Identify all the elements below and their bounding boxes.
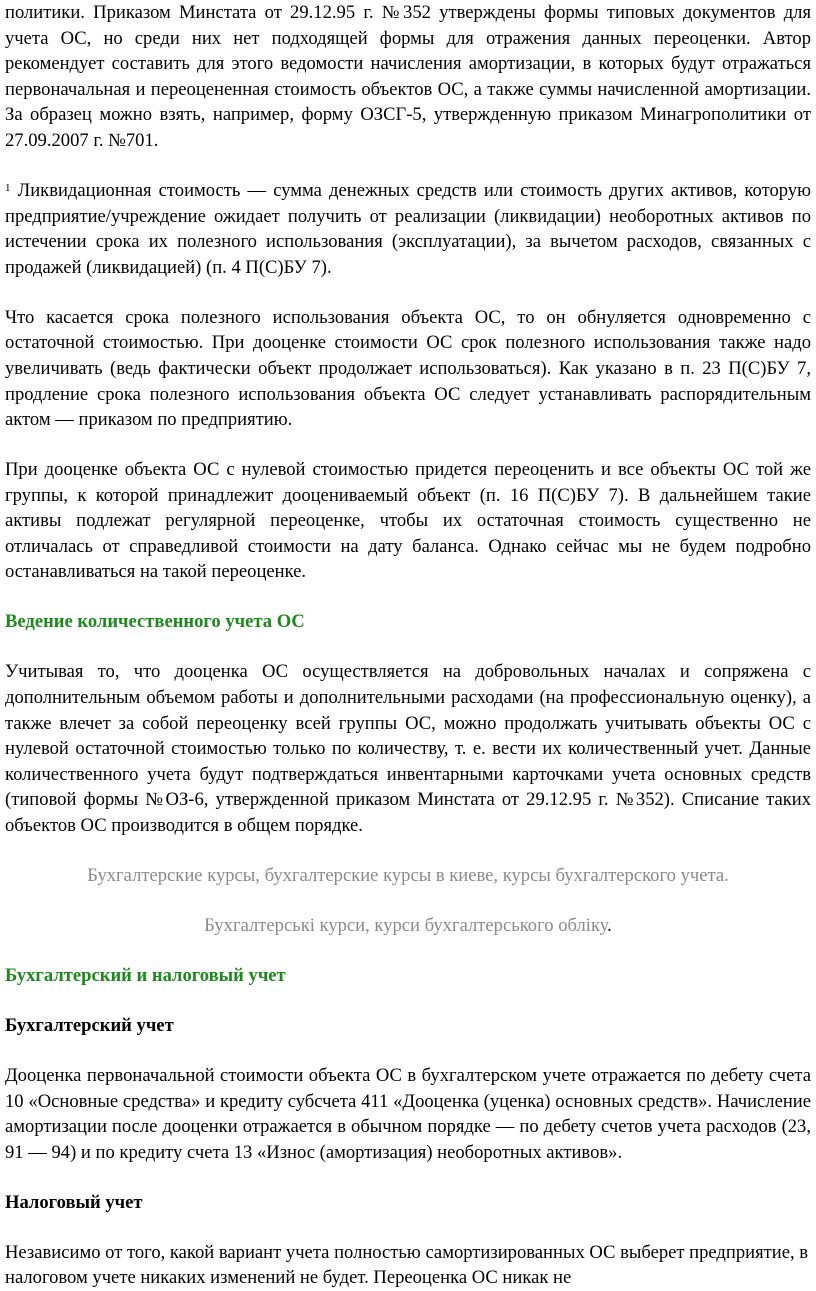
paragraph-useful-life: Что касается срока полезного использования объекта ОС, то он обнуляется одновременно с остаточной стоимостью. При дооценке стоимости ОС срок полезного использования также надо увеличивать (ведь фактически объект продолжает использоваться). Как указано в п. 23 П(С)БУ 7, продление срока полезного использования объекта ОС следует устанавливать распорядительным актом — приказом по предприятию. bbox=[5, 306, 811, 431]
paragraph-group-revaluation: При дооценке объекта ОС с нулевой стоимостью придется переоценить и все объекты ОС той же группы, к которой принадлежит дооцениваемый объект (п. 16 П(С)БУ 7). В дальнейшем такие активы подлежат регулярной переоценке, чтобы их остаточная стоимость существенно не отличалась от справедливой стоимости на дату баланса. Однако сейчас мы не будем подробно останавливаться на такой переоценке. bbox=[5, 459, 811, 583]
paragraph-tax: Независимо от того, какой вариант учета полностью самортизированных ОС выберет предприятие, в налоговом учете никаких изменений не будет. Переоценка ОС никак не bbox=[5, 1241, 809, 1289]
course-link-ru[interactable]: Бухгалтерские курсы, бухгалтерские курсы в киеве, курсы бухгалтерского учета. bbox=[87, 864, 729, 886]
course-link-ua-dot: . bbox=[607, 914, 612, 936]
course-link-ua[interactable]: Бухгалтерські курси, курси бухгалтерського обліку bbox=[204, 914, 608, 936]
heading-accounting-tax: Бухгалтерский и налоговый учет bbox=[5, 964, 286, 986]
heading-accounting: Бухгалтерский учет bbox=[5, 1014, 174, 1036]
footnote bbox=[5, 178, 811, 280]
footnote-text: Ликвидационная стоимость — сумма денежных средств или стоимость других активов, которую предприятие/учреждение ожидает получить от реализации (ликвидации) необоротных активов по истечении срока их полезного использования (эксплуатации), за вычетом расходов, связанных с продажей (ликвидацией) (п. 4 П(С)БУ 7). bbox=[5, 179, 811, 278]
footnote-mark: 1 bbox=[5, 181, 11, 194]
heading-quantitative-accounting: Ведение количественного учета ОС bbox=[5, 611, 305, 633]
paragraph-accounting: Дооценка первоначальной стоимости объекта ОС в бухгалтерском учете отражается по дебету счета 10 «Основные средства» и кредиту субсчета 411 «Дооценка (уценка) основных средств». Начисление амортизации после дооценки отражается в обычном порядке — по дебету счетов учета расходов (23, 91 — 94) и по кредиту счета 13 «Износ (амортизация) необоротных активов». bbox=[5, 1064, 811, 1163]
paragraph-intro: политики. Приказом Минстата от 29.12.95 г. №352 утверждены формы типовых документов для учета ОС, но среди них нет подходящей формы для отражения данных переоценки. Автор рекомендует составить для этого ведомости начисления амортизации, в которых будут отражаться первоначальная и переоцененная стоимость объектов ОС, а также суммы начисленной амортизации. За образец можно взять, например, форму ОЗСГ-5, утвержденную приказом Минагрополитики от 27.09.2007 г. №701. bbox=[5, 2, 811, 151]
course-link-ua-line bbox=[5, 913, 811, 939]
heading-tax: Налоговый учет bbox=[5, 1191, 143, 1213]
paragraph-quantitative: Учитывая то, что дооценка ОС осуществляется на добровольных началах и сопряжена с дополнительным объемом работы и дополнительными расходами (на профессиональную оценку), а также влечет за собой переоценку всей группы ОС, можно продолжать учитывать объекты ОС с нулевой остаточной стоимостью только по количеству, т. е. вести их количественный учет. Данные количественного учета будут подтверждаться инвентарными карточками учета основных средств (типовой формы №ОЗ-6, утвержденной приказом Минстата от 29.12.95 г. №352). Списание таких объектов ОС производится в общем порядке. bbox=[5, 661, 811, 836]
